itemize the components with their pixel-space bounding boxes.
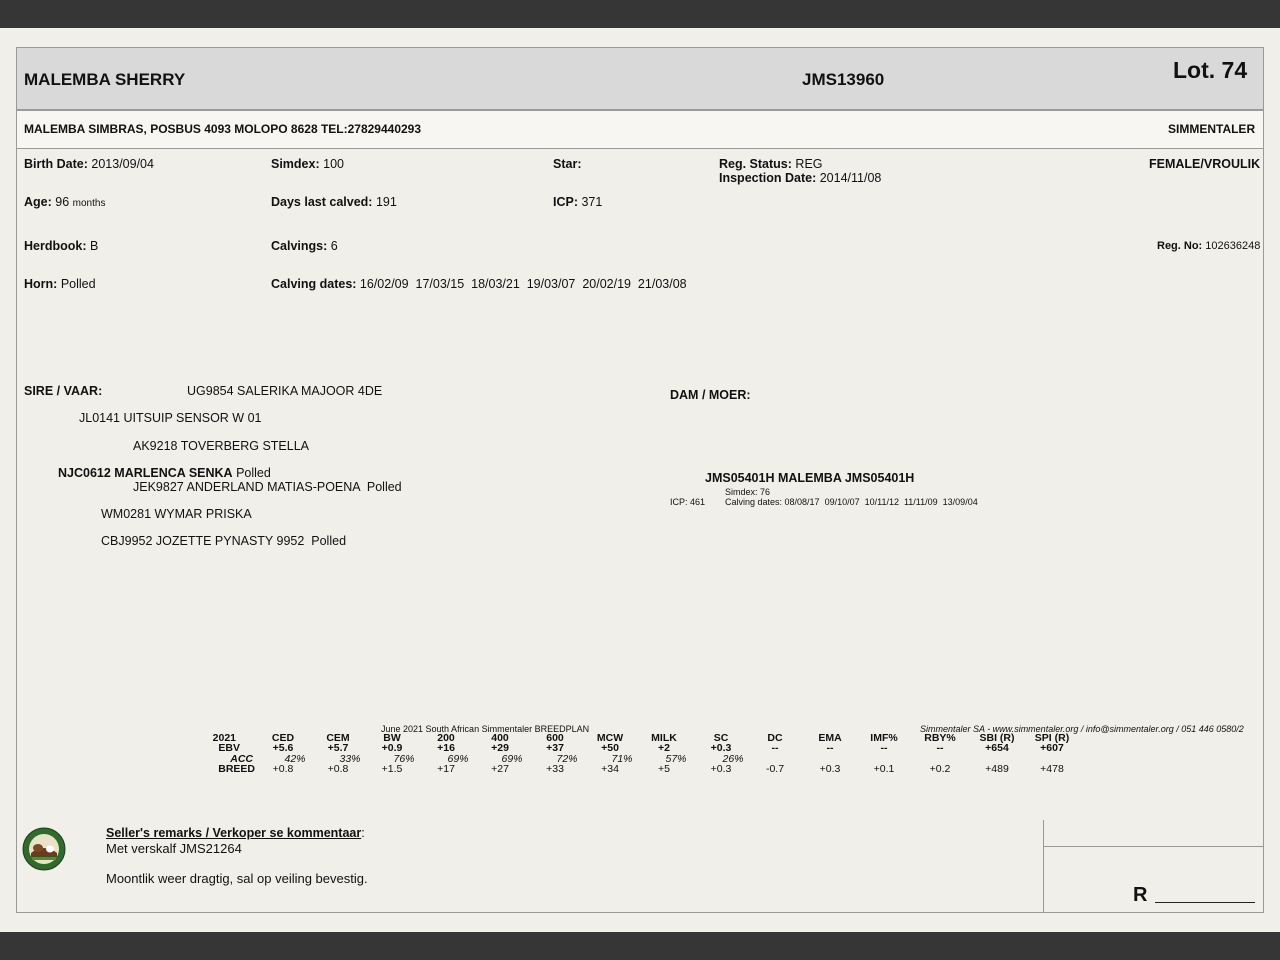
sire-dam: AK9218 TOVERBERG STELLA — [133, 439, 310, 453]
breed-value: -0.7 — [765, 763, 785, 775]
ebv-year: 2021 — [212, 732, 236, 744]
dam-label: DAM / MOER: — [670, 388, 751, 402]
horn: Horn: Polled — [24, 277, 96, 291]
ebv-col-header: EMA — [818, 732, 842, 744]
price-label: R — [1133, 884, 1148, 906]
ebv-col-header: BW — [383, 732, 401, 744]
acc-value: 26% — [722, 753, 744, 765]
sire-label: SIRE / VAAR: — [24, 384, 103, 398]
ebv-value: +16 — [437, 742, 455, 754]
breed-value: +0.2 — [929, 763, 951, 775]
age: Age: 96 months — [24, 195, 106, 209]
ebv-col-header: MILK — [651, 732, 677, 744]
ebv-col-header: 600 — [546, 732, 564, 744]
breed-value: +478 — [1040, 763, 1064, 775]
ebv-value: -- — [826, 742, 834, 754]
ebv-col-header: MCW — [596, 732, 624, 744]
reg-status: Reg. Status: REG — [719, 157, 823, 171]
calving-dates: Calving dates: 16/02/09 17/03/15 18/03/21 19/03/07 20/02/19 21/03/08 — [271, 277, 687, 291]
simmentaler-logo-icon — [22, 827, 66, 871]
ebv-value: +5.7 — [327, 742, 349, 754]
breed-value: +0.1 — [873, 763, 895, 775]
ebv-value: +0.9 — [381, 742, 403, 754]
ebv-value: -- — [936, 742, 944, 754]
maternal-grandsire: NJC0612 MARLENCA SENKA Polled — [58, 466, 271, 480]
breed-value: +489 — [985, 763, 1009, 775]
dam-icp: ICP: 461 — [670, 497, 706, 507]
maternal-grandsire-sire: JEK9827 ANDERLAND MATIAS-POENA Polled — [133, 480, 402, 494]
animal-id: JMS13960 — [802, 70, 885, 89]
ebv-col-header: CEM — [326, 732, 350, 744]
ebv-col-header: 400 — [491, 732, 509, 744]
ebv-value: +5.6 — [272, 742, 294, 754]
lot-number: Lot. 74 — [1173, 57, 1248, 83]
simdex: Simdex: 100 — [271, 157, 344, 171]
acc-value: 33% — [339, 753, 361, 765]
sire-name: UG9854 SALERIKA MAJOOR 4DE — [187, 384, 383, 398]
breed-value: +27 — [491, 763, 509, 775]
ebv-value: +50 — [601, 742, 619, 754]
maternal-grandsire-dam: WM0281 WYMAR PRISKA — [101, 507, 252, 521]
ebv-value: +2 — [658, 742, 670, 754]
top-bar — [0, 0, 1280, 28]
sex: FEMALE/VROULIK — [1149, 157, 1261, 171]
dam-simdex: Simdex: 76 — [725, 487, 771, 497]
breed-name: SIMMENTALER — [1168, 122, 1256, 136]
ebv-value: +37 — [546, 742, 564, 754]
animal-name: MALEMBA SHERRY — [24, 70, 186, 89]
ebv-col-header: SC — [713, 732, 729, 744]
breedplan-title: June 2021 South African Simmentaler BREEDPLAN — [381, 724, 590, 734]
ebv-col-header: IMF% — [870, 732, 898, 744]
breed-value: +0.8 — [272, 763, 294, 775]
remarks-line-2: Moontlik weer dragtig, sal op veiling bevestig. — [106, 871, 368, 886]
breedplan-contact: Simmentaler SA - www.simmentaler.org / info@simmentaler.org / 051 446 0580/2 — [920, 724, 1244, 734]
ebv-col-header: SBI (R) — [979, 732, 1015, 744]
lot-header-band — [16, 47, 1264, 110]
acc-value: 72% — [556, 753, 578, 765]
dam-name: JMS05401H MALEMBA JMS05401H — [705, 471, 915, 485]
herdbook: Herdbook: B — [24, 239, 99, 253]
ebv-value: +607 — [1040, 742, 1064, 754]
breed-value: +17 — [437, 763, 455, 775]
inspection-date: Inspection Date: 2014/11/08 — [719, 171, 882, 185]
days-last-calved: Days last calved: 191 — [271, 195, 397, 209]
breed-value: +34 — [601, 763, 619, 775]
star-label: Star: — [553, 157, 582, 171]
calvings: Calvings: 6 — [271, 239, 338, 253]
reg-no: Reg. No: 102636248 — [1157, 240, 1261, 252]
sire-sire: JL0141 UITSUIP SENSOR W 01 — [79, 411, 262, 425]
maternal-granddam: CBJ9952 JOZETTE PYNASTY 9952 Polled — [101, 534, 347, 548]
breed-value: +33 — [546, 763, 564, 775]
ebv-value: +654 — [985, 742, 1009, 754]
bottom-bar — [0, 932, 1280, 960]
breed-value: +1.5 — [381, 763, 403, 775]
remarks-line-1: Met verskalf JMS21264 — [106, 841, 242, 856]
remarks-divider — [1044, 846, 1264, 847]
acc-value: 76% — [393, 753, 415, 765]
ebv-value: +29 — [491, 742, 509, 754]
ebv-row-label: EBV — [218, 742, 240, 754]
acc-value: 71% — [611, 753, 633, 765]
ebv-col-header: 200 — [437, 732, 455, 744]
breed-value: +0.8 — [327, 763, 349, 775]
ebv-col-header: RBY% — [924, 732, 956, 744]
breeder-info: MALEMBA SIMBRAS, POSBUS 4093 MOLOPO 8628 TEL:27829440293 — [24, 122, 422, 136]
breed-row-label: BREED — [218, 763, 255, 775]
birth-date: Birth Date: 2013/09/04 — [24, 157, 154, 171]
ebv-value: -- — [771, 742, 779, 754]
acc-value: 69% — [501, 753, 523, 765]
acc-value: 42% — [284, 753, 306, 765]
breed-value: +0.3 — [819, 763, 841, 775]
icp: ICP: 371 — [553, 195, 603, 209]
acc-value: 57% — [665, 753, 687, 765]
acc-row-label: ACC — [230, 753, 253, 765]
ebv-col-header: CED — [271, 732, 295, 744]
breed-value: +5 — [658, 763, 670, 775]
ebv-col-header: SPI (R) — [1034, 732, 1070, 744]
price-line — [1155, 902, 1255, 903]
ebv-col-header: DC — [767, 732, 783, 744]
ebv-value: +0.3 — [710, 742, 732, 754]
ebv-value: -- — [880, 742, 888, 754]
acc-value: 69% — [447, 753, 469, 765]
breed-value: +0.3 — [710, 763, 732, 775]
dam-calving-dates: Calving dates: 08/08/17 09/10/07 10/11/12 11/11/09 13/09/04 — [725, 497, 978, 507]
remarks-heading: Seller's remarks / Verkoper se kommentaar: — [106, 826, 365, 840]
